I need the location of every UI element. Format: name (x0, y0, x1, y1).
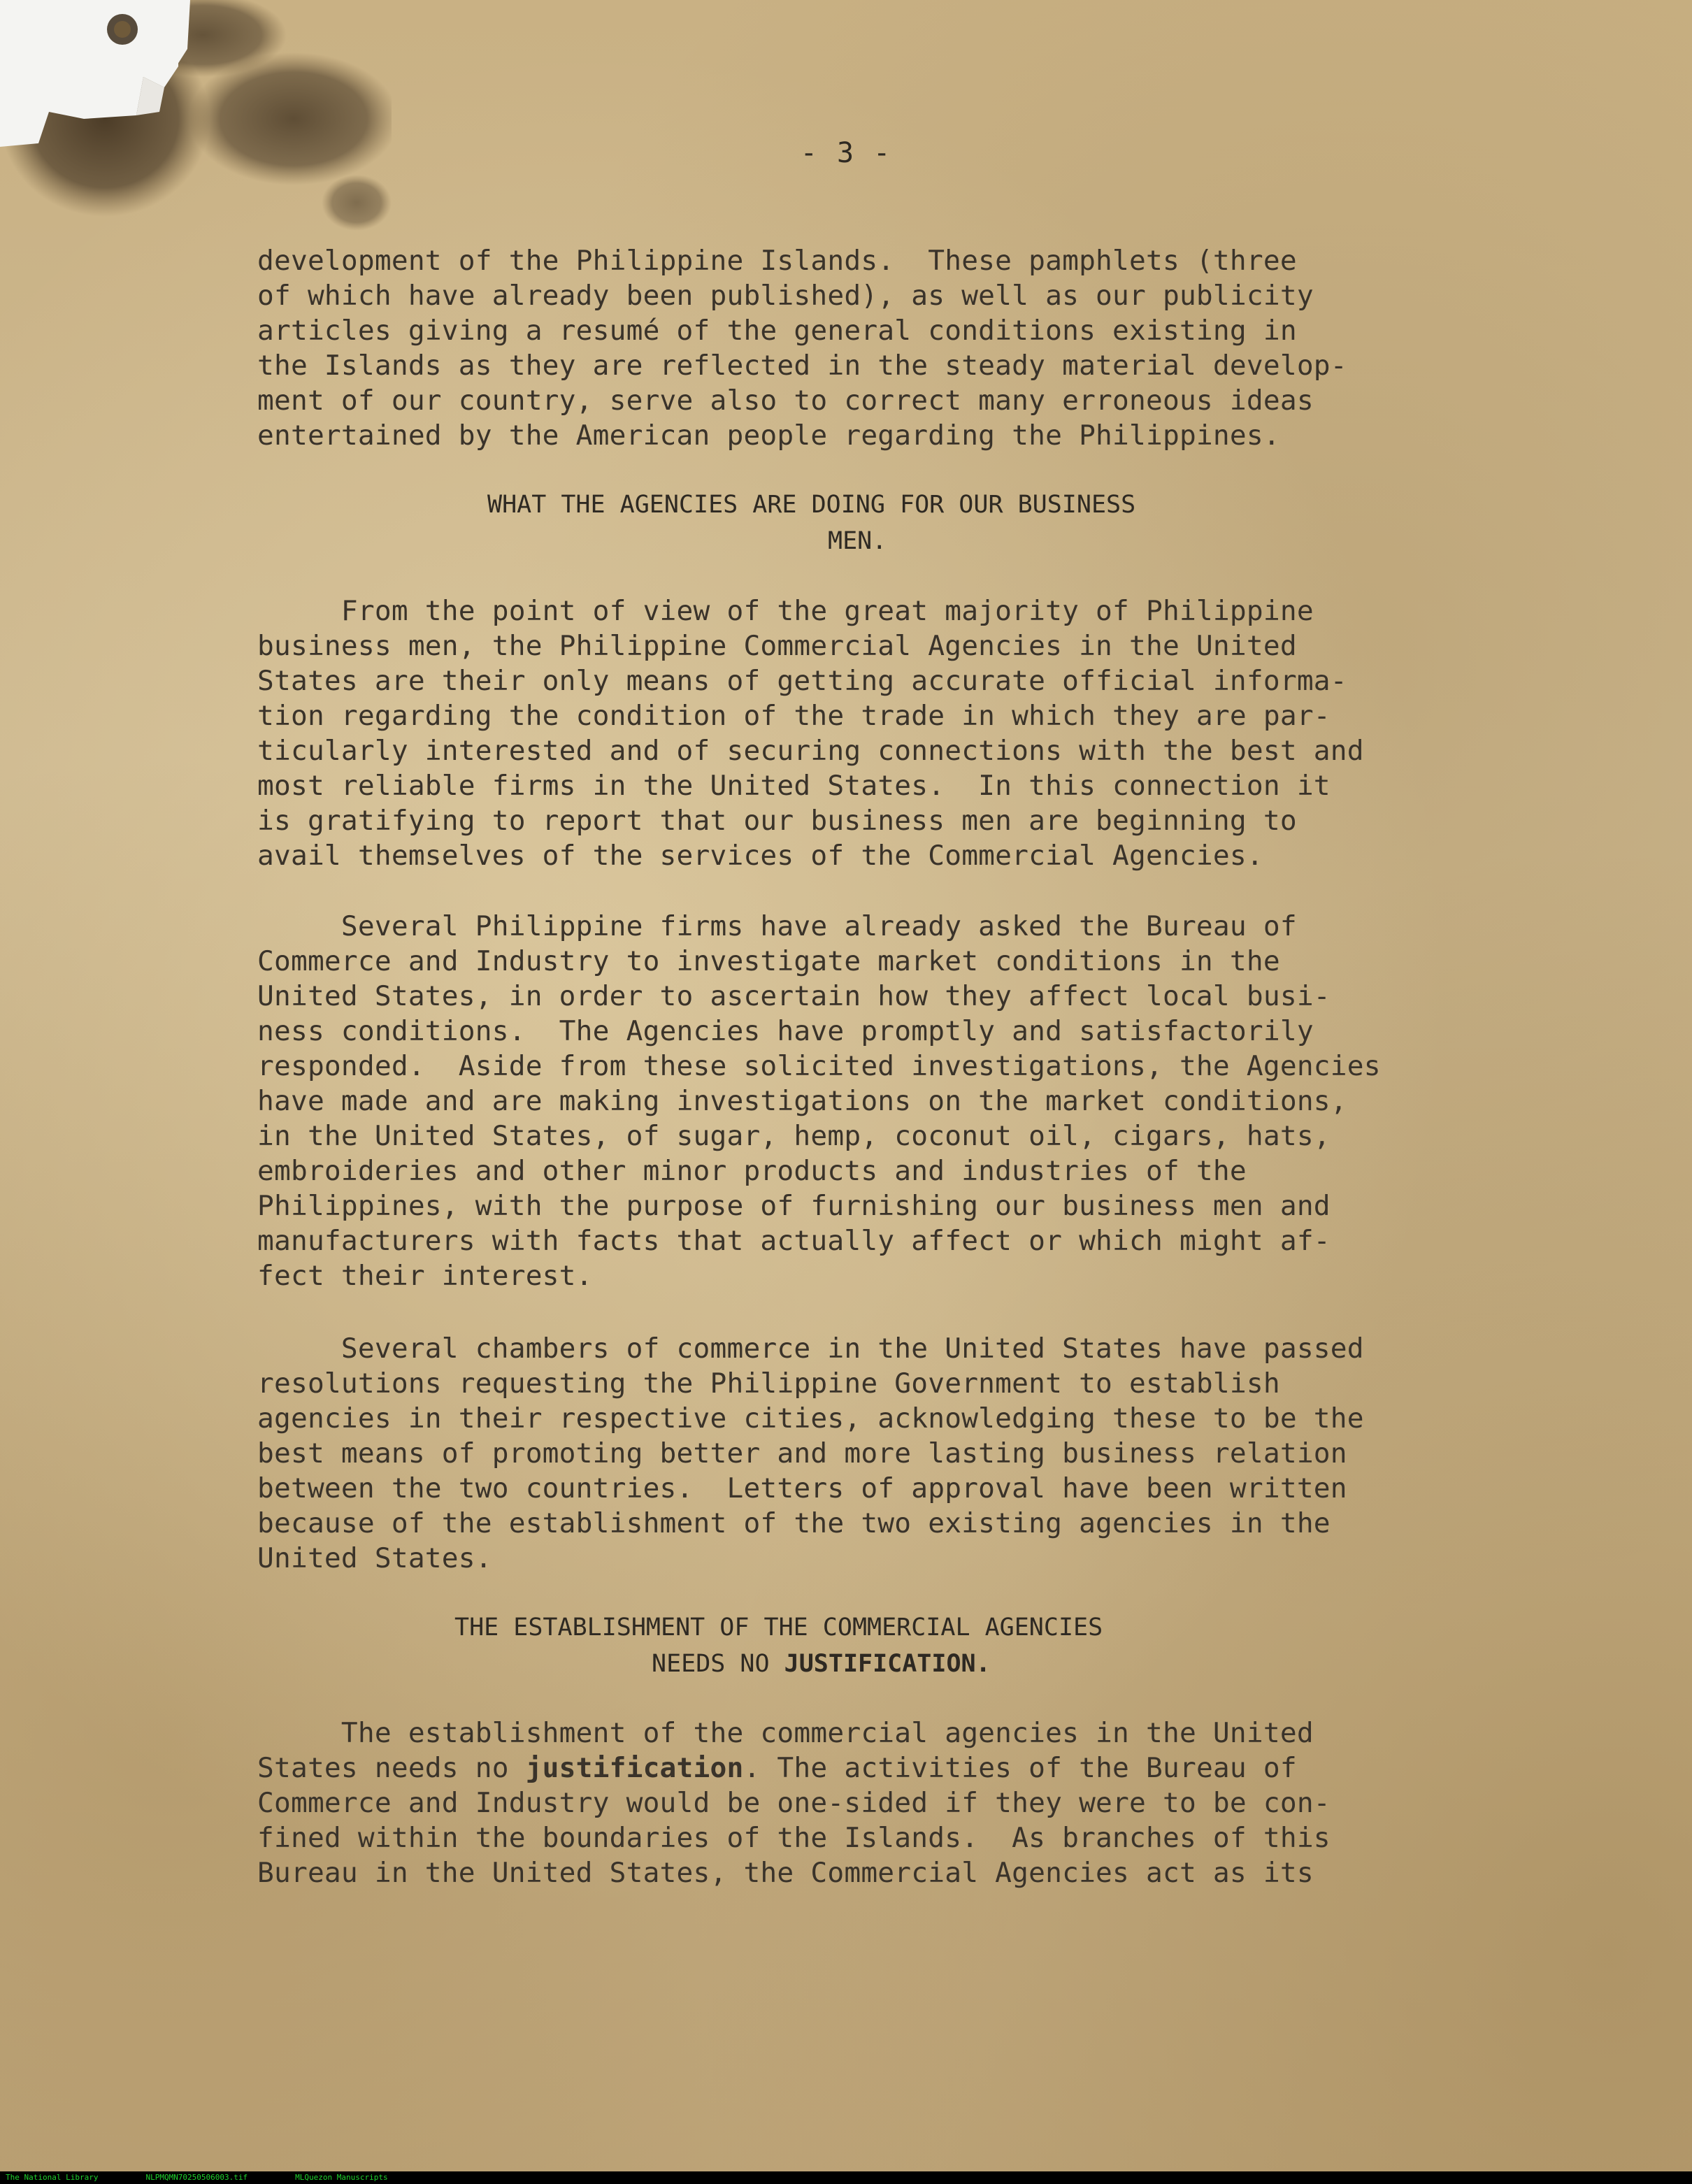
paragraph-5-rest: Commerce and Industry would be one-sided if they were to be con- fined within the boundaries of the Islands. As branches of this Bureau in the United States, the Commercial Agencies act as its (257, 1787, 1331, 1889)
water-stain-damage (0, 0, 392, 252)
footer-library: The National Library (6, 2173, 99, 2182)
paragraph-1: development of the Philippine Islands. These pamphlets (three of which have already been published), as well as our publicity articles giving a resumé of the general conditions existing in the Islands as they are reflected in the steady material develop- ment of our country, serve also to correct many erroneous ideas entertained by the American people regarding the Philippines. (257, 245, 1347, 452)
heading-establishment-line-2 (0, 1646, 1692, 1682)
heading-agencies-line-1: WHAT THE AGENCIES ARE DOING FOR OUR BUSINESS (487, 491, 1136, 519)
heading-agencies-line-2: MEN. (828, 527, 887, 555)
justification-overtyped: JUSTIFICATION. (784, 1650, 991, 1678)
footer-collection: MLQuezon Manuscripts (295, 2173, 388, 2182)
page-number: - 3 - (800, 137, 892, 169)
heading-establishment-text: NEEDS NO (652, 1650, 784, 1678)
paragraph-5-line-1: The establishment of the commercial agencies in the United (257, 1717, 1314, 1749)
footer-file: NLPMQMN70250506003.tif (145, 2173, 248, 2182)
scan-footer-bar (0, 2171, 1692, 2184)
heading-establishment-line-1: THE ESTABLISHMENT OF THE COMMERCIAL AGENCIES (454, 1614, 1103, 1641)
paragraph-2: From the point of view of the great majority of Philippine business men, the Philippine Commercial Agencies in the United States are their only means of getting accurate official informa- tion regarding the condition of the trade in which they are par- ticularly interested and of securing connections with the best and most reliable firms in the United States. In this connection it is gratifying to report that our business men are beginning to avail themselves of the services of the Commercial Agencies. (257, 595, 1364, 872)
paragraph-5-line-2-end: . The activities of the Bureau of (743, 1752, 1297, 1784)
paragraph-5-line-2-start: States needs no (257, 1752, 526, 1784)
paragraph-5-line-2 (257, 1751, 1460, 1786)
paragraph-3: Several Philippine firms have already asked the Bureau of Commerce and Industry to investigate market conditions in the United States, in order to ascertain how they affect local busi- ness conditions. The Agencies have promptly and satisfactorily responded. Aside from these solicited investigations, the Agencies have made and are making investigations on the market conditions, in the United States, of sugar, hemp, coconut oil, cigars, hats, embroideries and other minor products and industries of the Philippines, with the purpose of furnishing our business men and manufacturers with facts that actually affect or which might af- fect their interest. (257, 910, 1381, 1292)
justification-word-overtyped: justification (525, 1752, 744, 1784)
paragraph-4: Several chambers of commerce in the United States have passed resolutions requesting the Philippine Government to establish agencies in their respective cities, acknowledging these to be the best means of promoting better and more lasting business relation between the two countries. Letters of approval have been written because of the establishment of the two existing agencies in the United States. (257, 1332, 1364, 1574)
